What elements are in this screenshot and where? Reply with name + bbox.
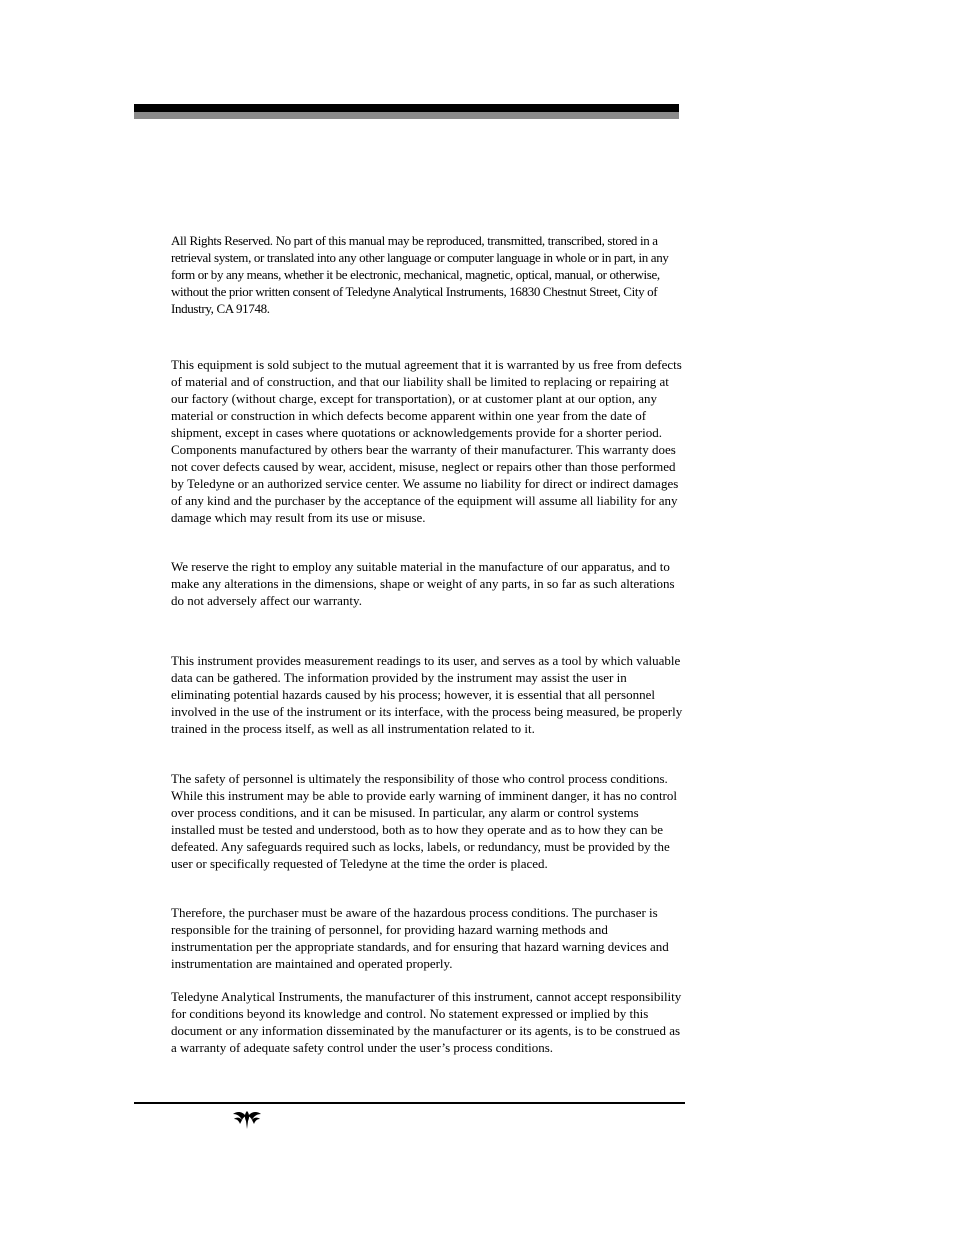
copyright-paragraph: All Rights Reserved. No part of this manual may be reproduced, transmitted, transcribed, stored in a retrieval system, or translated into any other language or computer language in whole or in part, in any form or by any means, whether it be electronic, mechanical, magnetic, optical, manual, or otherwise, without the prior written consent of Teledyne Analytical Instruments, 16830 Chestnut Street, City of Industry, CA 91748. <box>171 233 669 316</box>
footer-rule <box>134 1102 685 1104</box>
purchaser-responsibility-paragraph: Therefore, the purchaser must be aware of the hazardous process conditions. The purchaser is responsible for the training of personnel, for providing hazard warning methods and instrumentation per the appropriate standards, and for ensuring that hazard warning devices and instrumentation are maintained and operated properly. <box>171 905 669 971</box>
safety-paragraph: The safety of personnel is ultimately the responsibility of those who control process conditions. While this instrument may be able to provide early warning of imminent danger, it has no control over process conditions, and it can be misused. In particular, any alarm or control systems installed must be tested and understood, both as to how they operate and as to how they can be defeated. Any safeguards required such as locks, labels, or redundancy, must be provided by the user or specifically requested of Teledyne at the time the order is placed. <box>171 771 677 871</box>
header-rule-light <box>134 112 679 119</box>
teledyne-logo-icon <box>232 1108 262 1130</box>
liability-disclaimer-paragraph: Teledyne Analytical Instruments, the manufacturer of this instrument, cannot accept responsibility for conditions beyond its knowledge and control. No statement expressed or implied by this document or any information disseminated by the manufacturer or its agents, is to be construed as a warranty of adequate safety control under the user’s process conditions. <box>171 989 682 1055</box>
important-notice-paragraph: This instrument provides measurement readings to its user, and serves as a tool by which valuable data can be gathered. The information provided by the instrument may assist the user in eliminating potential hazards caused by his process; however, it is essential that all personnel involved in the use of the instrument or its interface, with the process being measured, be properly trained in the process itself, as well as all instrumentation related to it. <box>171 653 683 736</box>
header-rule-dark <box>134 104 679 112</box>
warranty-paragraph: This equipment is sold subject to the mutual agreement that it is warranted by us free from defects of material and of construction, and that our liability shall be limited to replacing or repairing at our factory (without charge, except for transportation), or at customer plant at our option, any material or construction in which defects become apparent within one year from the date of shipment, except in cases where quotations or acknowledgements provide for a shorter period. Components manufactured by others bear the warranty of their manufacturer. This warranty does not cover defects caused by wear, accident, misuse, neglect or repairs other than those performed by Teledyne or an authorized service center. We assume no liability for direct or indirect damages of any kind and the purchaser by the acceptance of the equipment will assume all liability for any damage which may result from its use or misuse. <box>171 357 682 525</box>
alterations-paragraph: We reserve the right to employ any suitable material in the manufacture of our apparatus, and to make any alterations in the dimensions, shape or weight of any parts, in so far as such alterations do not adversely affect our warranty. <box>171 559 675 608</box>
